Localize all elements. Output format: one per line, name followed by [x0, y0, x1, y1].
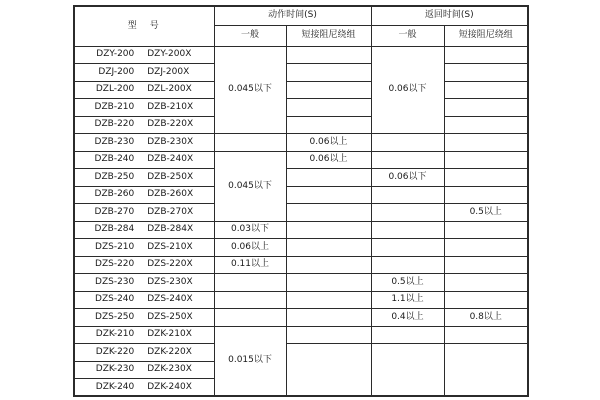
cell-return-general: 0.5以上 — [371, 274, 444, 292]
model-name-x: DZB-210X — [147, 101, 194, 112]
model-cell — [74, 116, 214, 134]
cell-return-damper — [444, 99, 528, 117]
cell-action-damper — [286, 46, 371, 64]
model-cell — [74, 186, 214, 204]
cell-return-general — [371, 151, 444, 169]
table-row — [74, 151, 528, 169]
cell-return-damper — [444, 134, 528, 152]
cell-action-damper — [286, 309, 371, 327]
header-return-time: 返回时间(S) — [371, 6, 528, 25]
model-cell — [74, 274, 214, 292]
cell-return-general: 1.1以上 — [371, 291, 444, 309]
cell-return-damper — [444, 256, 528, 274]
cell-return-damper — [444, 344, 528, 397]
model-cell — [74, 361, 214, 379]
model-cell — [74, 344, 214, 362]
cell-return-general — [371, 186, 444, 204]
cell-action-damper — [286, 81, 371, 99]
model-name-x: DZY-200X — [147, 49, 192, 60]
model-cell — [74, 81, 214, 99]
header-return-damper: 短接阻尼绕组 — [444, 25, 528, 46]
model-name-x: DZJ-200X — [147, 66, 190, 77]
model-name-x: DZB-250X — [147, 171, 194, 182]
cell-action-damper — [286, 204, 371, 222]
model-name-x: DZS-220X — [147, 259, 193, 270]
model-name: DZJ-200 — [98, 66, 135, 77]
table-row — [74, 186, 528, 204]
table-row — [74, 204, 528, 222]
cell-action-damper — [286, 169, 371, 187]
model-name-x: DZB-220X — [147, 119, 194, 130]
model-name: DZB-230 — [94, 136, 135, 147]
cell-action-damper — [286, 326, 371, 344]
cell-action-general — [214, 291, 286, 309]
cell-action-damper: 0.06以上 — [286, 151, 371, 169]
cell-action-general: 0.045以下 — [214, 151, 286, 221]
cell-action-damper — [286, 186, 371, 204]
model-cell — [74, 46, 214, 64]
model-name-x: DZK-230X — [147, 364, 192, 375]
model-name: DZY-200 — [96, 49, 135, 60]
table-row — [74, 169, 528, 187]
cell-action-damper — [286, 274, 371, 292]
model-cell — [74, 204, 214, 222]
cell-action-general: 0.045以下 — [214, 46, 286, 134]
cell-return-damper — [444, 151, 528, 169]
table-row — [74, 221, 528, 239]
cell-return-damper — [444, 274, 528, 292]
cell-return-general: 0.06以下 — [371, 46, 444, 134]
cell-return-damper — [444, 169, 528, 187]
cell-return-general — [371, 221, 444, 239]
header-model: 型 号 — [74, 6, 214, 46]
model-name: DZL-200 — [95, 84, 135, 95]
table-row — [74, 326, 528, 344]
model-cell — [74, 239, 214, 257]
cell-action-general: 0.015以下 — [214, 326, 286, 396]
model-name: DZS-240 — [95, 294, 135, 305]
table-row — [74, 134, 528, 152]
table-row — [74, 116, 528, 134]
model-name-x: DZB-230X — [147, 136, 194, 147]
cell-return-general — [371, 204, 444, 222]
model-name-x: DZL-200X — [147, 84, 192, 95]
model-name: DZB-210 — [94, 101, 135, 112]
cell-action-general: 0.06以上 — [214, 239, 286, 257]
table-row — [74, 239, 528, 257]
header-action-time: 动作时间(S) — [214, 6, 371, 25]
table-row — [74, 46, 528, 64]
cell-return-damper — [444, 116, 528, 134]
cell-return-general: 0.4以上 — [371, 309, 444, 327]
cell-return-damper — [444, 326, 528, 344]
model-name: DZK-230 — [95, 364, 135, 375]
cell-action-damper — [286, 256, 371, 274]
cell-action-general — [214, 274, 286, 292]
model-cell — [74, 291, 214, 309]
cell-action-damper — [286, 344, 371, 397]
model-name: DZB-250 — [94, 171, 135, 182]
cell-action-general: 0.03以下 — [214, 221, 286, 239]
model-cell — [74, 256, 214, 274]
cell-return-damper — [444, 81, 528, 99]
model-name-x: DZS-210X — [147, 241, 193, 252]
model-cell — [74, 99, 214, 117]
model-name-x: DZB-270X — [147, 206, 194, 217]
cell-return-general — [371, 256, 444, 274]
cell-action-damper — [286, 221, 371, 239]
cell-action-general: 0.11以上 — [214, 256, 286, 274]
table-row — [74, 344, 528, 362]
cell-return-general — [371, 239, 444, 257]
model-cell — [74, 326, 214, 344]
spec-table — [73, 5, 529, 397]
model-name: DZS-230 — [95, 276, 135, 287]
model-cell — [74, 64, 214, 82]
model-name: DZB-260 — [94, 189, 135, 200]
cell-action-damper — [286, 99, 371, 117]
model-name-x: DZK-220X — [147, 346, 192, 357]
cell-return-damper — [444, 291, 528, 309]
cell-return-damper — [444, 46, 528, 64]
model-name-x: DZK-240X — [147, 381, 192, 392]
model-name-x: DZB-284X — [147, 224, 194, 235]
cell-return-general — [371, 344, 444, 397]
cell-action-damper — [286, 239, 371, 257]
cell-action-damper — [286, 291, 371, 309]
header-action-damper: 短接阻尼绕组 — [286, 25, 371, 46]
model-cell — [74, 309, 214, 327]
table-row — [74, 274, 528, 292]
model-name-x: DZB-260X — [147, 189, 194, 200]
model-cell — [74, 134, 214, 152]
model-name: DZK-210 — [95, 329, 135, 340]
model-name: DZB-270 — [94, 206, 135, 217]
table-row — [74, 309, 528, 327]
cell-action-damper — [286, 116, 371, 134]
table-row — [74, 256, 528, 274]
model-name: DZB-284 — [94, 224, 135, 235]
table-row — [74, 81, 528, 99]
table-row — [74, 291, 528, 309]
cell-return-general — [371, 134, 444, 152]
model-cell — [74, 169, 214, 187]
cell-return-damper — [444, 64, 528, 82]
cell-return-damper: 0.5以上 — [444, 204, 528, 222]
model-cell — [74, 221, 214, 239]
cell-return-damper — [444, 221, 528, 239]
cell-action-damper: 0.06以上 — [286, 134, 371, 152]
cell-return-damper — [444, 186, 528, 204]
model-name-x: DZS-230X — [147, 276, 193, 287]
header-row-groups — [74, 6, 528, 25]
model-name: DZB-240 — [94, 154, 135, 165]
cell-return-general — [371, 326, 444, 344]
model-name-x: DZB-240X — [147, 154, 194, 165]
model-name-x: DZS-240X — [147, 294, 193, 305]
model-name: DZK-240 — [95, 381, 135, 392]
model-cell — [74, 379, 214, 397]
cell-action-damper — [286, 64, 371, 82]
model-name: DZS-250 — [95, 311, 135, 322]
header-return-general: 一般 — [371, 25, 444, 46]
model-name: DZK-220 — [95, 346, 135, 357]
model-name-x: DZK-210X — [147, 329, 192, 340]
cell-return-damper — [444, 239, 528, 257]
cell-return-general: 0.06以下 — [371, 169, 444, 187]
header-action-general: 一般 — [214, 25, 286, 46]
model-name: DZS-210 — [95, 241, 135, 252]
model-name: DZS-220 — [95, 259, 135, 270]
cell-action-general — [214, 134, 286, 152]
model-cell — [74, 151, 214, 169]
cell-action-general — [214, 309, 286, 327]
table-row — [74, 64, 528, 82]
model-name-x: DZS-250X — [147, 311, 193, 322]
table-row — [74, 99, 528, 117]
cell-return-damper: 0.8以上 — [444, 309, 528, 327]
model-name: DZB-220 — [94, 119, 135, 130]
